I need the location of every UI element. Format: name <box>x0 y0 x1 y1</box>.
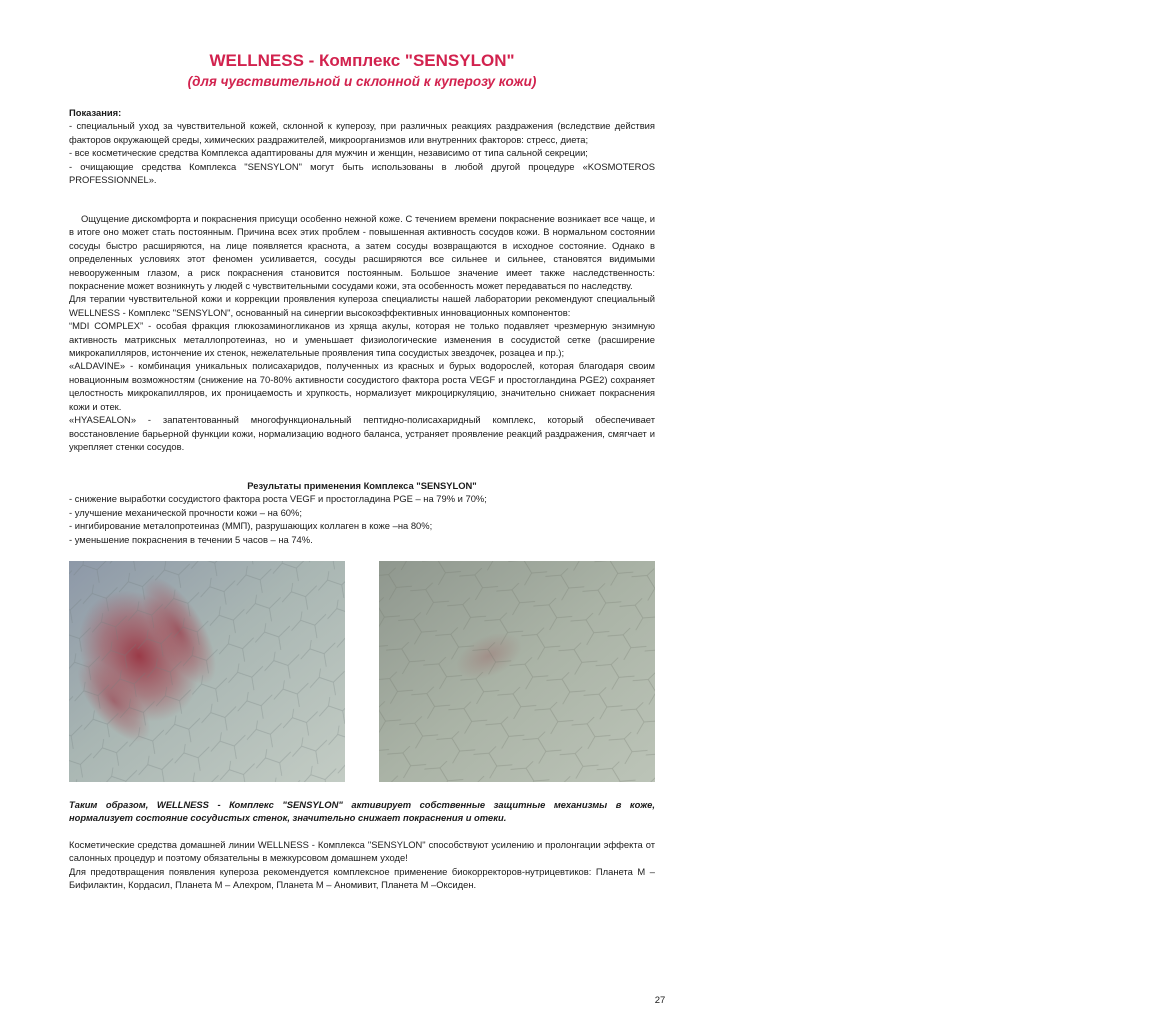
indications-section <box>69 106 655 186</box>
body-paragraph: “MDI COMPLEX” - особая фракция глюкозаминогликанов из хряща акулы, которая не только подавляет чрезмерную энзимную активность матриксных металлопротеиназ, но и уменьшает физиологические изменения в сосудистой сетке (расширение микрокапилляров, истончение их стенок, нежелательные проявления типа сосудистых звездочек, розацеа и пр.); <box>69 320 655 359</box>
body-paragraph: Ощущение дискомфорта и покраснения присущи особенно нежной коже. С течением времени покраснение возникает все чаще, и в итоге оно может стать постоянным. Причина всех этих проблем - повышенная активность сосудов кожи. В нормальном состоянии сосуды быстро расширяются, на лице появляется краснота, а затем сосуды возвращаются в исходное состояние. Однако в определенных условиях этот феномен усиливается, сосуды расширяются все сильнее и сильнее, становятся видимыми невооруженным глазом, а риск покраснения становится постоянным. Большое значение имеет также наследственность: покраснение может возникнуть у людей с чувствительными сосудами кожи, эта особенность может передаваться по наследству. <box>69 213 655 292</box>
indication-item: - все косметические средства Комплекса адаптированы для мужчин и женщин, независимо от типа сальной секреции; <box>69 147 588 159</box>
indications-heading: Показания: <box>69 107 122 118</box>
closing-paragraph: Для предотвращения появления купероза рекомендуется комплексное применение биокорректоров-нутрицевтиков: Планета М – Бифилактин, Кордасил, Планета М – Алехром, Планета М – Аномивит, Планета М –Оксиден. <box>69 865 655 891</box>
conclusion-text: Таким образом, WELLNESS - Комплекс "SENSYLON" активирует собственные защитные механизмы в коже, нормализует состояние сосудистых стенок, значительно снижает покраснения и отеки. <box>69 799 655 824</box>
body-paragraph: «HYASEALON» - запатентованный многофункциональный пептидно-полисахаридный комплекс, который обеспечивает восстановление барьерной функции кожи, нормализацию водного баланса, устраняет проявление реакций раздражения, смягчает и укрепляет стенки сосудов. <box>69 414 655 452</box>
conclusion-section <box>69 798 655 825</box>
body-paragraph: «ALDAVINE» - комбинация уникальных полисахаридов, полученных из красных и бурых водорослей, которая благодаря своим новационным возможностям (снижение на 70-80% активности сосудистого фактора роста VEGF и простогландина PGE2) сохраняет целостность микрокапилляров, их проницаемость и хрупкость, нормализует микроциркуляцию, значительно снижает покраснения кожи и отек. <box>69 360 655 412</box>
results-item: - улучшение механической прочности кожи – на 60%; <box>69 506 302 518</box>
results-heading: Результаты применения Комплекса "SENSYLON" <box>247 480 477 491</box>
results-item: - ингибирование металопротеиназ (ММП), разрушающих коллаген в коже –на 80%; <box>69 520 433 532</box>
page-number: 27 <box>654 995 666 1006</box>
body-paragraph: Для терапии чувствительной кожи и коррекции проявления купероза специалисты нашей лаборатории рекомендуют специальный WELLNESS - Комплекс "SENSYLON", основанный на синергии высокоэффективных инновационных компонентов: <box>69 293 655 318</box>
closing-section <box>69 838 655 892</box>
indication-item: - специальный уход за чувствительной кожей, склонной к куперозу, при различных реакциях раздражения (вследствие действия факторов окружающей среды, химических раздражителей, микроорганизмов или внутренних факторов: стресс, диета; <box>69 120 655 145</box>
indication-item: - очищающие средства Комплекса "SENSYLON" могут быть использованы в любой другой процедуре «KOSMOTEROS PROFESSIONNEL». <box>69 160 655 186</box>
body-section <box>69 212 655 453</box>
closing-paragraph: Косметические средства домашней линии WELLNESS - Комплекса "SENSYLON" способствуют усилению и пролонгации эффекта от салонных процедур и поэтому обязательны в межкурсовом домашнем уходе! <box>69 839 655 864</box>
page-subtitle: (для чувствительной и склонной к куперозу кожи) <box>187 74 537 89</box>
skin-photo-after <box>379 561 655 782</box>
skin-photo-before <box>69 561 345 782</box>
results-item: - уменьшение покраснения в течении 5 часов – на 74%. <box>69 533 313 545</box>
page-title: WELLNESS - Комплекс "SENSYLON" <box>209 51 515 70</box>
results-section <box>69 479 655 546</box>
results-item: - снижение выработки сосудистого фактора роста VEGF и простогладина PGE – на 79% и 70%; <box>69 493 487 505</box>
